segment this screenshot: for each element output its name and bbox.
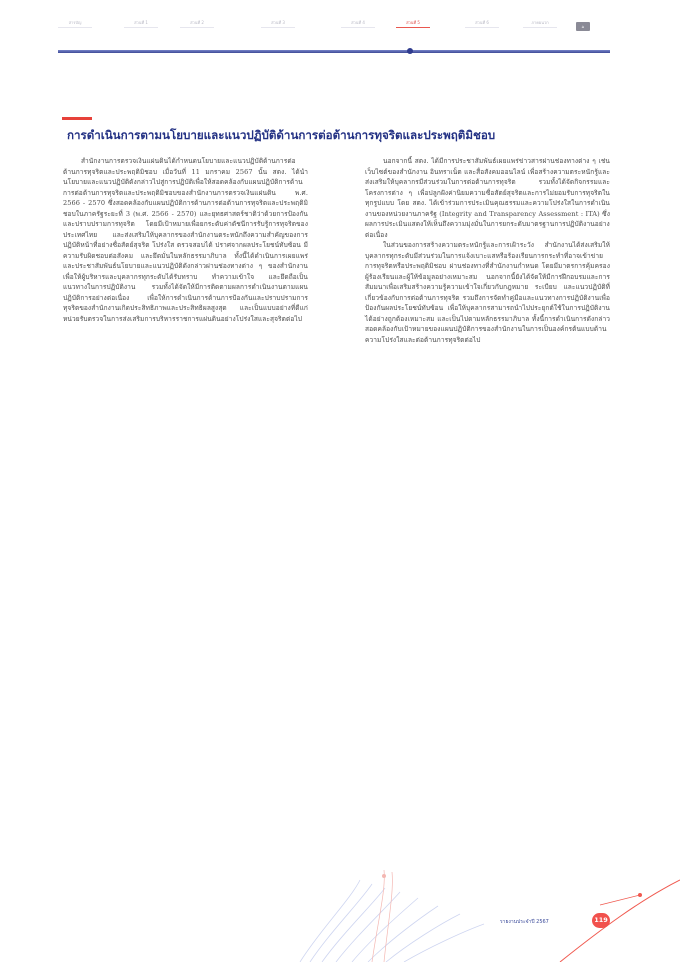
nav-position-marker [407, 48, 413, 54]
nav-divider [58, 50, 610, 53]
nav-item-label: ส่วนที่ 5 [406, 20, 420, 25]
nav-item-label: ภาคผนวก [531, 20, 549, 25]
heading-accent [62, 117, 92, 120]
home-icon[interactable]: ⌂ [576, 22, 590, 31]
nav-item-appendix[interactable] [505, 20, 575, 28]
nav-item-part-5[interactable] [378, 20, 448, 28]
right-column [365, 156, 610, 345]
paragraph: ในส่วนของการสร้างความตระหนักรู้และการเฝ้าระวัง สำนักงานได้ส่งเสริมให้บุคลากรทุกระดับมีส่วนร่วมในการแจ้งเบาะแสหรือร้องเรียนการกระทำที่อาจเข้าข่ายการทุจริตหรือประพฤติมิชอบ ผ่านช่องทางที่สำนักงานกำหนด โดยมีมาตรการคุ้มครองผู้ร้องเรียนและผู้ให้ข้อมูลอย่างเหมาะสม นอกจากนี้ยังได้จัดให้มีการฝึกอบรมและการสัมมนาเพื่อเสริมสร้างความรู้ความเข้าใจเกี่ยวกับกฎหมาย ระเบียบ และแนวปฏิบัติที่เกี่ยวข้องกับการต่อต้านการทุจริต รวมถึงการจัดทำคู่มือและแนวทางการปฏิบัติงานเพื่อป้องกันผลประโยชน์ทับซ้อน เพื่อให้บุคลากรสามารถนำไปประยุกต์ใช้ในการปฏิบัติงานได้อย่างถูกต้องเหมาะสม และเป็นไปตามหลักธรรมาภิบาล ทั้งนี้การดำเนินการดังกล่าวสอดคล้องกับเป้าหมายของแผนปฏิบัติการของสำนักงานในการเป็นองค์กรต้นแบบด้านความโปร่งใสและต่อต้านการทุจริตต่อไป [365, 241, 610, 344]
paragraph: สำนักงานการตรวจเงินแผ่นดินได้กำหนดนโยบายและแนวปฏิบัติด้านการต่อต้านการทุจริตและประพฤติมิชอบ เมื่อวันที่ 11 มกราคม 2567 นั้น สตง. ได้นำนโยบายและแนวปฏิบัติดังกล่าวไปสู่การปฏิบัติเพื่อให้สอดคล้องกับแผนปฏิบัติการด้านการต่อต้านการทุจริตและประพฤติมิชอบของสำนักงานการตรวจเงินแผ่นดิน พ.ศ. 2566 - 2570 ซึ่งสอดคล้องกับแผนปฏิบัติการด้านการต่อต้านการทุจริตและประพฤติมิชอบในภาครัฐระยะที่ 3 (พ.ศ. 2566 - 2570) และยุทธศาสตร์ชาติว่าด้วยการป้องกันและปราบปรามการทุจริต โดยมีเป้าหมายเพื่อยกระดับค่าดัชนีการรับรู้การทุจริตของประเทศไทย และส่งเสริมให้บุคลากรของสำนักงานตระหนักถึงความสำคัญของการปฏิบัติหน้าที่อย่างซื่อสัตย์สุจริต โปร่งใส ตรวจสอบได้ ปราศจากผลประโยชน์ทับซ้อน มีความรับผิดชอบต่อสังคม และยึดมั่นในหลักธรรมาภิบาล ทั้งนี้ได้ดำเนินการเผยแพร่และประชาสัมพันธ์นโยบายและแนวปฏิบัติดังกล่าวผ่านช่องทางต่าง ๆ ของสำนักงาน เพื่อให้ผู้บริหารและบุคลากรทุกระดับได้รับทราบ ทำความเข้าใจ และยึดถือเป็นแนวทางในการปฏิบัติงาน รวมทั้งได้จัดให้มีการติดตามผลการดำเนินงานตามแผนปฏิบัติการอย่างต่อเนื่อง เพื่อให้การดำเนินการด้านการป้องกันและปราบปรามการทุจริตของสำนักงานเกิดประสิทธิภาพและประสิทธิผลสูงสุด และเป็นแบบอย่างที่ดีแก่หน่วยรับตรวจในการส่งเสริมการบริหารราชการแผ่นดินอย่างโปร่งใสและสุจริตต่อไป [63, 157, 308, 323]
nav-item-contents[interactable] [40, 20, 110, 28]
footer-report-label: รายงานประจำปี 2567 [500, 919, 549, 925]
nav-item-label: ส่วนที่ 1 [134, 20, 148, 25]
nav-item-part-3[interactable] [243, 20, 313, 28]
left-column [63, 156, 308, 324]
nav-item-label: ส่วนที่ 2 [190, 20, 204, 25]
nav-item-label: ส่วนที่ 3 [271, 20, 285, 25]
section-heading: การดำเนินการตามนโยบายและแนวปฏิบัติด้านการต่อต้านการทุจริตและประพฤติมิชอบ [67, 128, 496, 142]
page-number-badge: 119 [592, 913, 610, 928]
nav-item-label: ส่วนที่ 4 [351, 20, 365, 25]
nav-item-label: ส่วนที่ 6 [475, 20, 489, 25]
paragraph: นอกจากนี้ สตง. ได้มีการประชาสัมพันธ์เผยแพร่ข่าวสารผ่านช่องทางต่าง ๆ เช่น เว็บไซต์ของสำนักงาน อินทราเน็ต และสื่อสังคมออนไลน์ เพื่อสร้างความตระหนักรู้และส่งเสริมให้บุคลากรมีส่วนร่วมในการต่อต้านการทุจริต รวมทั้งได้จัดกิจกรรมและโครงการต่าง ๆ เพื่อปลูกฝังค่านิยมความซื่อสัตย์สุจริตและการไม่ยอมรับการทุจริตในทุกรูปแบบ โดย สตง. ได้เข้าร่วมการประเมินคุณธรรมและความโปร่งใสในการดำเนินงานของหน่วยงานภาครัฐ (Integrity and Transparency Assessment : ITA) ซึ่งผลการประเมินแสดงให้เห็นถึงความมุ่งมั่นในการยกระดับมาตรฐานการปฏิบัติงานอย่างต่อเนื่อง [365, 157, 610, 239]
nav-item-part-2[interactable] [162, 20, 232, 28]
nav-item-label: สารบัญ [68, 20, 82, 25]
top-navigation [40, 14, 610, 40]
